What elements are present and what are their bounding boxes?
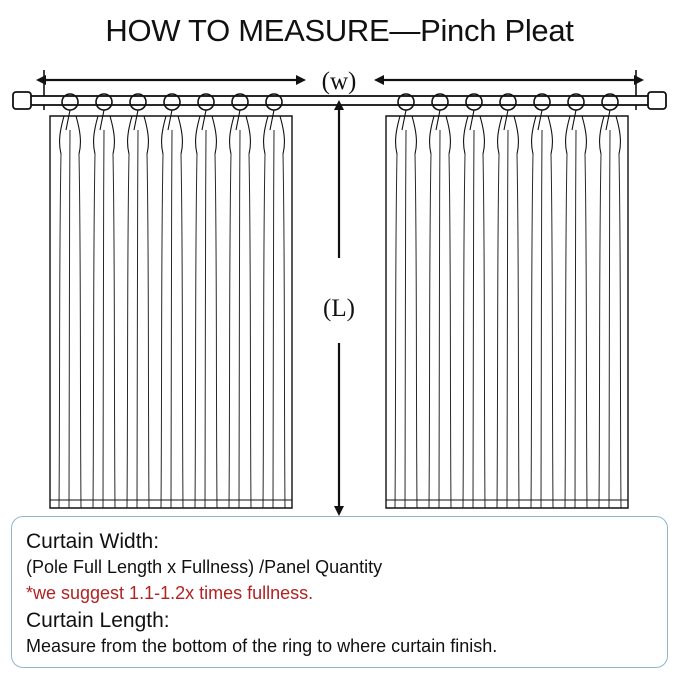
- page-title: HOW TO MEASURE—Pinch Pleat: [105, 13, 574, 48]
- curtain-length-description: Measure from the bottom of the ring to where curtain finish.: [26, 636, 498, 657]
- curtain-panel-right: [386, 110, 628, 508]
- curtain-length-heading: Curtain Length:: [26, 609, 170, 633]
- curtain-width-heading: Curtain Width:: [26, 530, 160, 553]
- fullness-suggestion-note: *we suggest 1.1-1.2x times fullness.: [26, 582, 314, 603]
- width-label: (w): [321, 68, 357, 95]
- length-dimension: [323, 110, 355, 506]
- measurement-info-box: [11, 516, 668, 668]
- curtain-diagram-svg: [0, 58, 679, 526]
- length-label: (L): [323, 295, 355, 322]
- page-title-bar: [0, 0, 679, 62]
- curtain-width-formula: (Pole Full Length x Fullness) /Panel Quantity: [26, 557, 383, 578]
- curtain-diagram: [0, 58, 679, 526]
- curtain-panel-left: [50, 110, 292, 508]
